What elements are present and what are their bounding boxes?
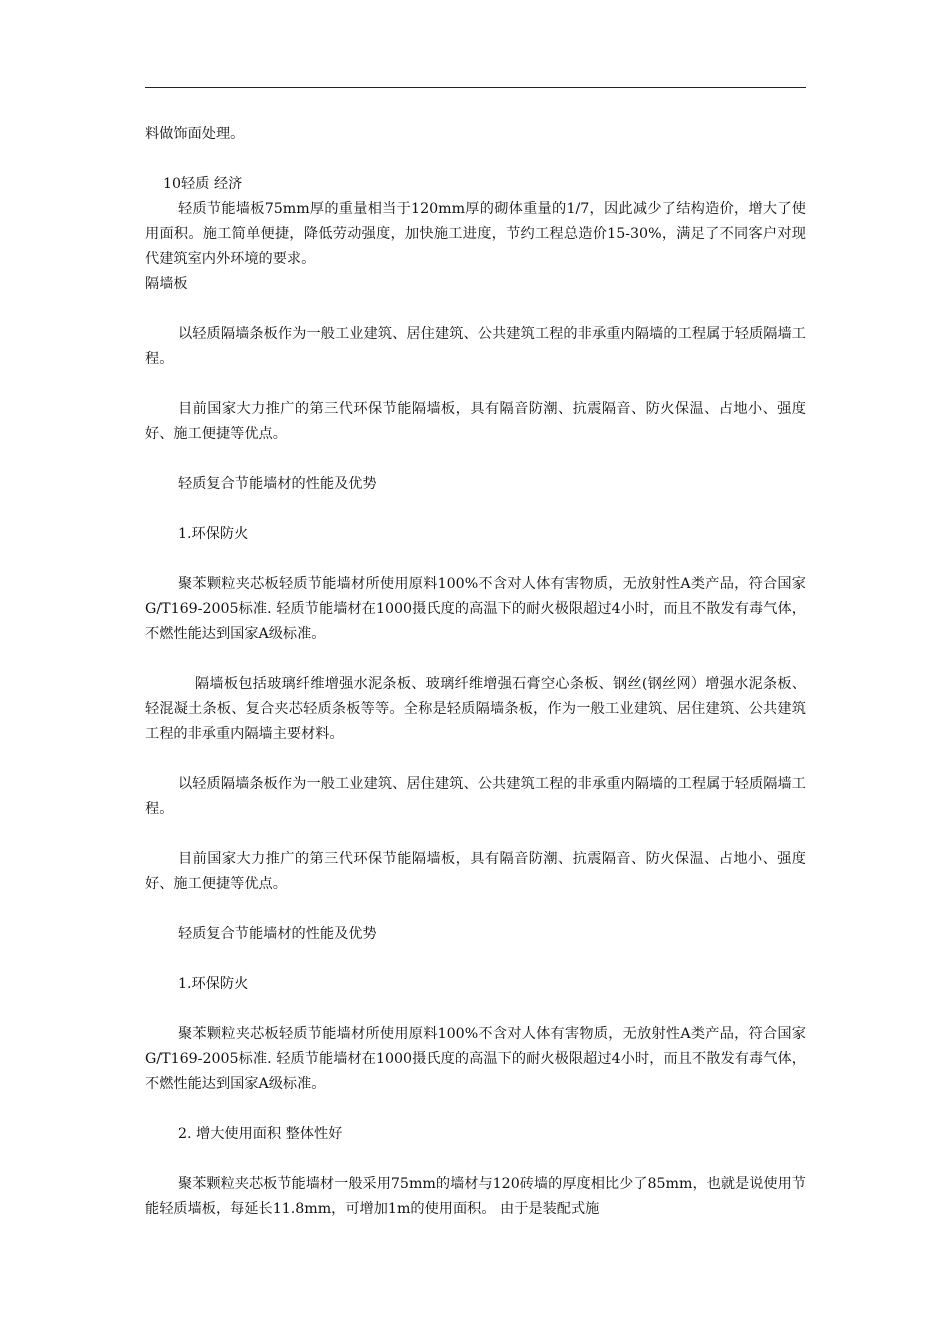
section-heading: 10轻质 经济	[163, 176, 243, 192]
section-heading: 轻质复合节能墙材的性能及优势	[178, 476, 377, 492]
paragraph: 聚苯颗粒夹芯板轻质节能墙材所使用原料100%不含对人体有害物质，无放射性A类产品，符合国家G/T169-2005标准. 轻质节能墙材在1000摄氏度的高温下的耐火极限超过4小时，而且不散发有毒气体，不燃性能达到国家A级标准。	[145, 1026, 806, 1092]
paragraph: 目前国家大力推广的第三代环保节能隔墙板，具有隔音防潮、抗震隔音、防火保温、占地小、强度好、施工便捷等优点。	[145, 851, 806, 892]
paragraph: 以轻质隔墙条板作为一般工业建筑、居住建筑、公共建筑工程的非承重内隔墙的工程属于轻质隔墙工程。	[145, 326, 806, 367]
paragraph: 目前国家大力推广的第三代环保节能隔墙板，具有隔音防潮、抗震隔音、防火保温、占地小、强度好、施工便捷等优点。	[145, 401, 806, 442]
paragraph: 隔墙板包括玻璃纤维增强水泥条板、玻璃纤维增强石膏空心条板、钢丝(钢丝网）增强水泥条板、轻混凝土条板、复合夹芯轻质条板等等。全称是轻质隔墙条板，作为一般工业建筑、居住建筑、公共建筑工程的非承重内隔墙主要材料。	[145, 676, 806, 742]
paragraph: 以轻质隔墙条板作为一般工业建筑、居住建筑、公共建筑工程的非承重内隔墙的工程属于轻质隔墙工程。	[145, 776, 806, 817]
header-rule	[145, 87, 806, 88]
section-heading: 轻质复合节能墙材的性能及优势	[178, 926, 377, 942]
paragraph: 料做饰面处理。	[145, 126, 245, 142]
section-heading: 1.环保防火	[178, 526, 249, 542]
document-body	[145, 122, 806, 1222]
section-heading: 隔墙板	[145, 276, 188, 292]
section-heading: 1.环保防火	[178, 976, 249, 992]
section-heading: 2. 增大使用面积 整体性好	[178, 1126, 343, 1142]
paragraph: 聚苯颗粒夹芯板节能墙材一般采用75mm的墙材与120砖墙的厚度相比少了85mm，也就是说使用节能轻质墙板，每延长11.8mm，可增加1m的使用面积。 由于是装配式施	[145, 1176, 806, 1217]
paragraph: 轻质节能墙板75mm厚的重量相当于120mm厚的砌体重量的1/7，因此减少了结构造价，增大了使用面积。施工简单便捷，降低劳动强度，加快施工进度，节约工程总造价15-30%，满足了不同客户对现代建筑室内外环境的要求。	[145, 201, 806, 267]
paragraph: 聚苯颗粒夹芯板轻质节能墙材所使用原料100%不含对人体有害物质，无放射性A类产品，符合国家G/T169-2005标准. 轻质节能墙材在1000摄氏度的高温下的耐火极限超过4小时，而且不散发有毒气体，不燃性能达到国家A级标准。	[145, 576, 806, 642]
